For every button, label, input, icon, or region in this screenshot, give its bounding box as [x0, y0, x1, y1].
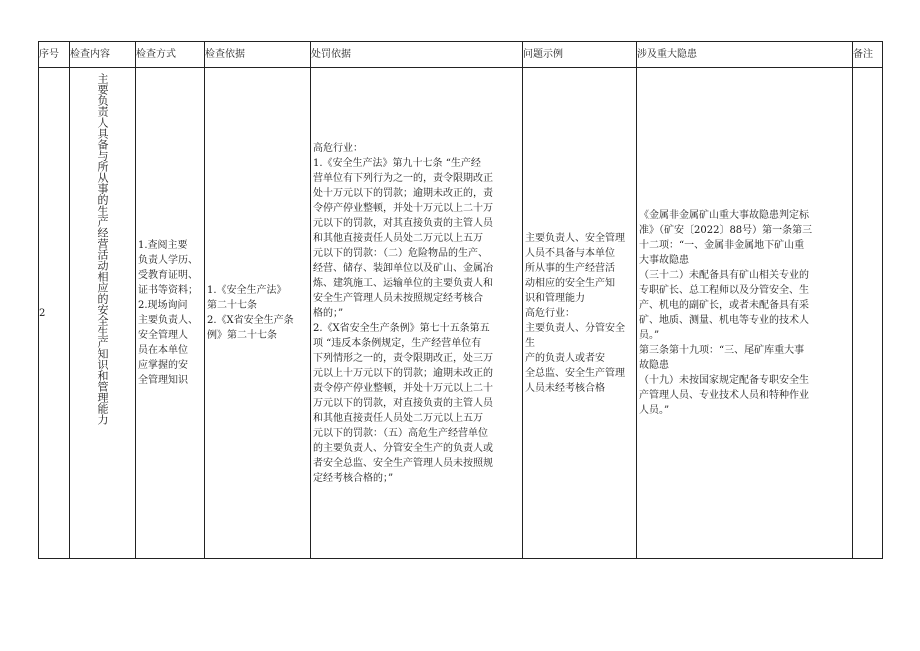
cell-example — [523, 68, 637, 559]
hazard-text: 《金属非金属矿山重大事故隐患判定标 准》（矿安〔2022〕88号）第一条第三 十二项：“一、金属非金属地下矿山重 大事故隐患 （三十二）未配备具有矿山相关专业的 专职矿长、总工程师以及分管安全、生 产、机电的副矿长，或者未配备具有采 矿、地质、测量、机电等专业的技术人 员。” 第三条第十九项：“三、尾矿库重大事 故隐患 （十九）未按国家规定配备专职安全生 产管理人员、专业技术人员和特种作业 人员。” — [639, 210, 813, 416]
method-text: 1.查阅主要 负责人学历、 受教育证明、 证书等资料； 2.现场询问 主要负责人、 安全管理人 员在本单位 应掌握的安 全管理知识 — [138, 240, 198, 386]
cell-method — [136, 68, 205, 559]
header-penalty: 处罚依据 — [311, 42, 523, 68]
content-vertical-text: 主要负责人具备与所从事的生产经营活动相应的安全生产知识和管理能力 — [96, 73, 109, 425]
header-hazard: 涉及重大隐患 — [637, 42, 853, 68]
cell-hazard — [637, 68, 853, 559]
cell-penalty — [311, 68, 523, 559]
header-row — [39, 42, 883, 68]
header-content: 检查内容 — [70, 42, 136, 68]
header-basis: 检查依据 — [205, 42, 311, 68]
example-text: 主要负责人、安全管理 人员不具备与本单位 所从事的生产经营活 动相应的安全生产知 识和管理能力 高危行业： 主要负责人、分管安全生 产的负责人或者安 全总监、安全生产管理 人员未经考核合格 — [525, 232, 625, 394]
cell-note — [853, 68, 883, 559]
cell-content — [70, 68, 136, 559]
penalty-text: 高危行业： 1.《安全生产法》第九十七条 “生产经 营单位有下列行为之一的，责令限期改正 处十万元以下的罚款；逾期未改正的，责 令停产停业整顿，并处十万元以上二十万 元以下的罚款，对其直接负责的主管人员 和其他直接责任人员处二万元以上五万 元以下的罚款：（二）危险物品的生产、 经营、储存、装卸单位以及矿山、金属冶 炼、建筑施工、运输单位的主要负责人和 安全生产管理人员未按照规定经考核合 格的；” 2.《X省安全生产条例》第七十五条第五 项 “违反本条例规定，生产经营单位有 下列情形之一的，责令限期改正，处三万 元以上十万元以下的罚款；逾期未改正的 责令停产停业整顿，并处十万元以上二十 万元以下的罚款，对直接负责的主管人员 和其他直接责任人员处二万元以上五万 元以下的罚款：（五）高危生产经营单位 的主要负责人、分管安全生产的负责人或 者安全总监、安全生产管理人员未按照规 定经考核合格的；” — [313, 142, 493, 484]
cell-basis — [205, 68, 311, 559]
inspection-table — [38, 41, 883, 559]
header-example: 问题示例 — [523, 42, 637, 68]
basis-text: 1.《安全生产法》 第二十七条 2.《X省安全生产条 例》第二十七条 — [207, 285, 294, 341]
header-seq: 序号 — [39, 42, 70, 68]
header-note: 备注 — [853, 42, 883, 68]
cell-seq: 2 — [39, 68, 70, 559]
table-row — [39, 68, 883, 559]
header-method: 检查方式 — [136, 42, 205, 68]
